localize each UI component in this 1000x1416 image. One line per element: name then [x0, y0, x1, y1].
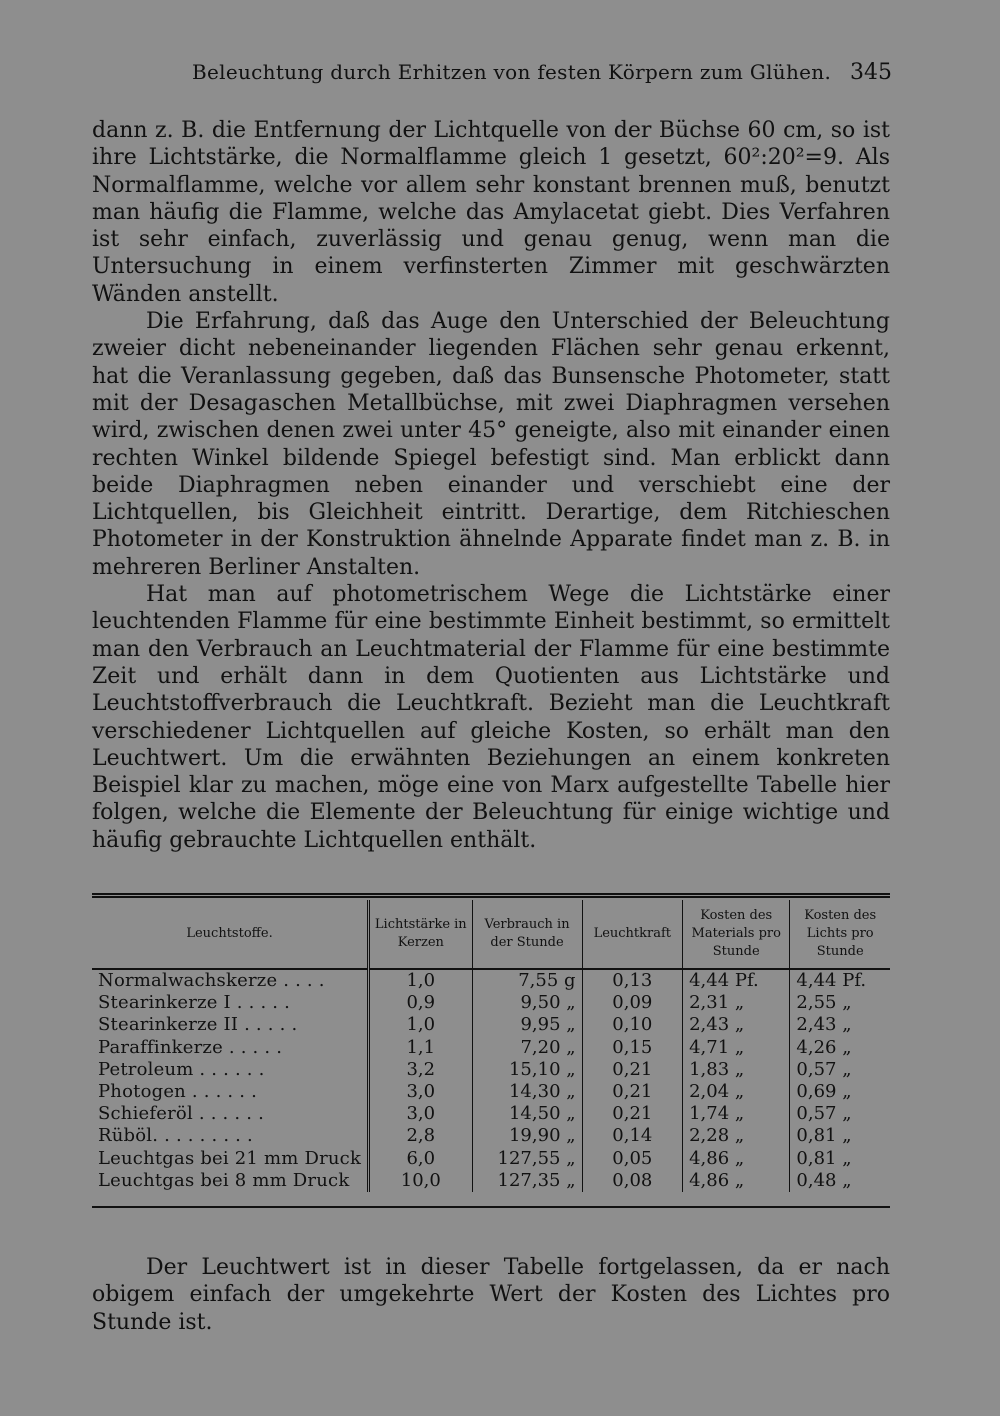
cell-name: Normalwachskerze . . . . [98, 970, 325, 992]
data-table [92, 900, 890, 1192]
cell-name: Rüböl. . . . . . . . . [98, 1125, 253, 1147]
cell-name: Stearinkerze II . . . . . [98, 1014, 298, 1036]
cell-verbrauch: 127,55 „ [472, 1148, 582, 1170]
cell-lichtstaerke: 10,0 [369, 1170, 472, 1192]
header-leuchtkraft: Leuchtkraft [582, 900, 683, 969]
cell-kosten-licht: 0,48 „ [790, 1170, 890, 1192]
cell-kosten-material: 4,71 „ [683, 1037, 790, 1059]
cell-kosten-licht: 0,69 „ [790, 1081, 890, 1103]
cell-leuchtkraft: 0,21 [582, 1059, 683, 1081]
cell-kosten-licht: 2,55 „ [790, 992, 890, 1014]
page-number: 345 [850, 60, 892, 85]
cell-leuchtkraft: 0,13 [582, 969, 683, 992]
cell-verbrauch: 9,50 „ [472, 992, 582, 1014]
cell-lichtstaerke: 0,9 [369, 992, 472, 1014]
table-row [92, 969, 890, 992]
cell-kosten-material: 2,43 „ [683, 1014, 790, 1036]
cell-lichtstaerke: 6,0 [369, 1148, 472, 1170]
cell-lichtstaerke: 3,2 [369, 1059, 472, 1081]
cell-verbrauch: 127,35 „ [472, 1170, 582, 1192]
cell-verbrauch: 7,55 g [472, 969, 582, 992]
paragraph-1: dann z. B. die Entfernung der Lichtquelle von der Büchse 60 cm, so ist ihre Lichtstärke, die Normalflamme gleich 1 gesetzt, 60²:20²=9. Als Normalflamme, welche vor allem sehr konstant brennen muß, benutzt man häufig die Flamme, welche das Amylacetat giebt. Dies Verfahren ist sehr einfach, zuverlässig und genau genug, wenn man die Untersuchung in einem verfinsterten Zimmer mit geschwärzten Wänden anstellt. [92, 118, 890, 307]
cell-kosten-material: 2,28 „ [683, 1125, 790, 1147]
cell-kosten-licht: 0,81 „ [790, 1125, 890, 1147]
cell-verbrauch: 9,95 „ [472, 1014, 582, 1036]
cell-kosten-licht: 2,43 „ [790, 1014, 890, 1036]
paragraph-3: Hat man auf photometrischem Wege die Lichtstärke einer leuchtenden Flamme für eine bestimmte Einheit bestimmt, so ermittelt man den Verbrauch an Leuchtmaterial der Flamme für eine bestimmte Zeit und erhält dann in dem Quotienten aus Lichtstärke und Leuchtstoffverbrauch die Leuchtkraft. Bezieht man die Leuchtkraft verschiedener Lichtquellen auf gleiche Kosten, so erhält man den Leuchtwert. Um die erwähnten Beziehungen an einem konkreten Beispiel klar zu machen, möge eine von Marx aufgestellte Tabelle hier folgen, welche die Elemente der Beleuchtung für einige wichtige und häufig gebrauchte Lichtquellen enthält. [92, 582, 890, 853]
cell-leuchtkraft: 0,14 [582, 1125, 683, 1147]
cell-leuchtkraft: 0,21 [582, 1081, 683, 1103]
cell-leuchtkraft: 0,05 [582, 1148, 683, 1170]
cell-leuchtkraft: 0,10 [582, 1014, 683, 1036]
cell-name: Petroleum . . . . . . [98, 1058, 265, 1080]
cell-kosten-licht: 0,57 „ [790, 1059, 890, 1081]
header-kosten-licht: Kosten des Lichts pro Stunde [790, 900, 890, 969]
header-kosten-material: Kosten des Materials pro Stunde [683, 900, 790, 969]
cell-verbrauch: 7,20 „ [472, 1037, 582, 1059]
cell-lichtstaerke: 2,8 [369, 1125, 472, 1147]
header-leuchtstoffe: Leuchtstoffe. [92, 900, 369, 969]
table-top-rule [92, 893, 890, 898]
cell-lichtstaerke: 1,1 [369, 1037, 472, 1059]
header-lichtstaerke: Lichtstärke in Kerzen [369, 900, 472, 969]
cell-lichtstaerke: 3,0 [369, 1081, 472, 1103]
cell-name: Stearinkerze I . . . . . [98, 992, 291, 1014]
cell-leuchtkraft: 0,15 [582, 1037, 683, 1059]
closing-paragraph: Der Leuchtwert ist in dieser Tabelle fortgelassen, da er nach obigem einfach der umgekehrte Wert der Kosten des Lichtes pro Stunde ist. [92, 1255, 890, 1335]
cell-kosten-licht: 4,44 Pf. [790, 969, 890, 992]
cell-verbrauch: 14,50 „ [472, 1103, 582, 1125]
cell-kosten-licht: 0,57 „ [790, 1103, 890, 1125]
table-row [92, 1014, 890, 1036]
cell-verbrauch: 19,90 „ [472, 1125, 582, 1147]
cell-kosten-licht: 0,81 „ [790, 1148, 890, 1170]
cell-leuchtkraft: 0,09 [582, 992, 683, 1014]
table-row [92, 1059, 890, 1081]
cell-name: Paraffinkerze . . . . . [98, 1036, 283, 1058]
table-row [92, 1037, 890, 1059]
table-header-row [92, 900, 890, 969]
cell-kosten-material: 4,86 „ [683, 1170, 790, 1192]
cell-verbrauch: 14,30 „ [472, 1081, 582, 1103]
cell-verbrauch: 15,10 „ [472, 1059, 582, 1081]
table-row [92, 992, 890, 1014]
header-verbrauch: Verbrauch in der Stunde [472, 900, 582, 969]
table-row [92, 1103, 890, 1125]
cell-leuchtkraft: 0,08 [582, 1170, 683, 1192]
cell-name: Schieferöl . . . . . . [98, 1103, 264, 1125]
running-title: Beleuchtung durch Erhitzen von festen Körpern zum Glühen. [192, 60, 832, 84]
table-row [92, 1081, 890, 1103]
table-bottom-rule [92, 1206, 890, 1208]
table-row [92, 1170, 890, 1192]
cell-kosten-material: 2,04 „ [683, 1081, 790, 1103]
body-text [92, 117, 890, 854]
cell-name: Photogen . . . . . . [98, 1081, 258, 1103]
cell-kosten-material: 1,74 „ [683, 1103, 790, 1125]
cell-name: Leuchtgas bei 8 mm Druck [98, 1169, 350, 1191]
paragraph-2: Die Erfahrung, daß das Auge den Unterschied der Beleuchtung zweier dicht nebeneinander liegenden Flächen sehr genau erkennt, hat die Veranlassung gegeben, daß das Bunsensche Photometer, statt mit der Desagaschen Metallbüchse, mit zwei Diaphragmen versehen wird, zwischen denen zwei unter 45° geneigte, also mit einander einen rechten Winkel bildende Spiegel befestigt sind. Man erblickt dann beide Diaphragmen neben einander und verschiebt eine der Lichtquellen, bis Gleichheit eintritt. Derartige, dem Ritchieschen Photometer in der Konstruktion ähnelnde Apparate findet man z. B. in mehreren Berliner Anstalten. [92, 309, 890, 580]
table-row [92, 1125, 890, 1147]
cell-lichtstaerke: 1,0 [369, 1014, 472, 1036]
cell-kosten-licht: 4,26 „ [790, 1037, 890, 1059]
page-header [92, 60, 892, 94]
table-row [92, 1148, 890, 1170]
cell-leuchtkraft: 0,21 [582, 1103, 683, 1125]
cell-kosten-material: 1,83 „ [683, 1059, 790, 1081]
cell-lichtstaerke: 3,0 [369, 1103, 472, 1125]
cell-kosten-material: 4,44 Pf. [683, 969, 790, 992]
cell-kosten-material: 4,86 „ [683, 1148, 790, 1170]
cell-kosten-material: 2,31 „ [683, 992, 790, 1014]
cell-name: Leuchtgas bei 21 mm Druck [98, 1147, 362, 1169]
cell-lichtstaerke: 1,0 [369, 969, 472, 992]
